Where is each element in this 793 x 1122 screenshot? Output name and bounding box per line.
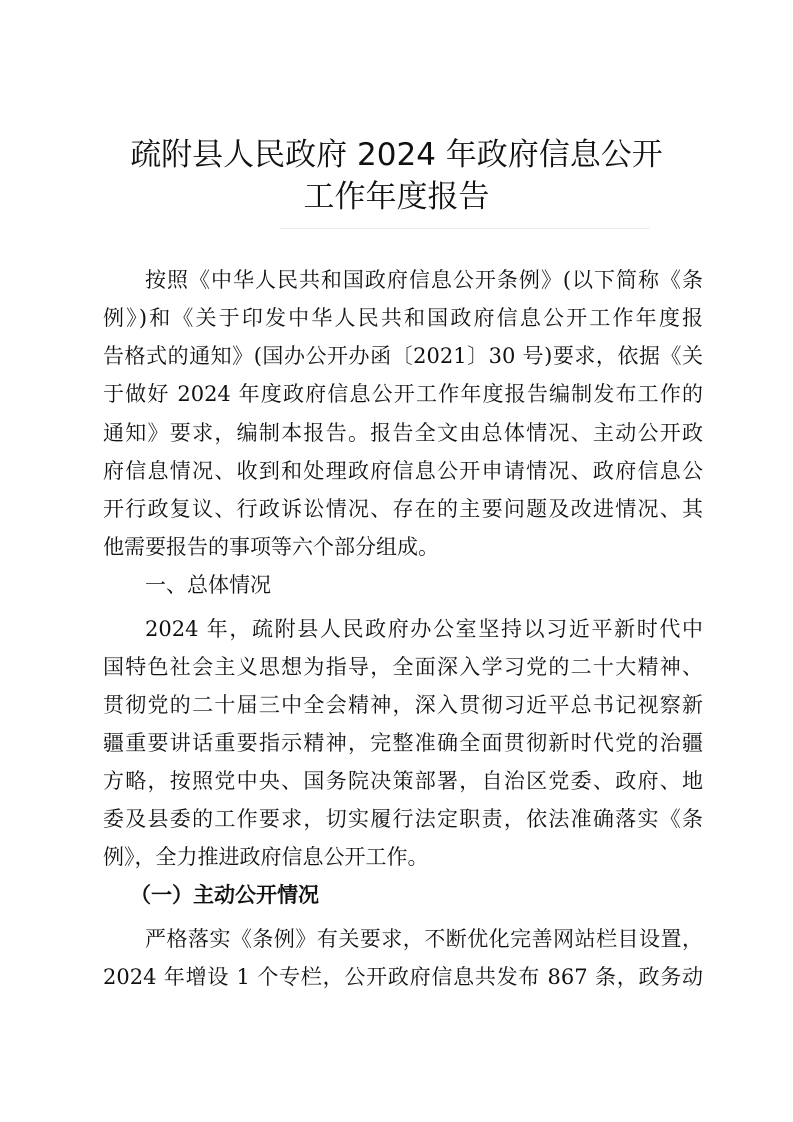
paragraph-line: 例》)和《关于印发中华人民共和国政府信息公开工作年度报 bbox=[103, 306, 703, 330]
title-line-1: 疏附县人民政府 2024 年政府信息公开 bbox=[130, 137, 663, 173]
paragraph-line: 方略，按照党中央、国务院决策部署，自治区党委、政府、地 bbox=[103, 769, 703, 793]
section-heading: 一、总体情况 bbox=[145, 573, 271, 597]
paragraph-line: 贯彻党的二十届三中全会精神，深入贯彻习近平总书记视察新 bbox=[103, 693, 703, 717]
paragraph-line: 例》，全力推进政府信息公开工作。 bbox=[103, 845, 429, 869]
paragraph-line: 于做好 2024 年度政府信息公开工作年度报告编制发布工作的 bbox=[103, 382, 703, 406]
paragraph-line: 开行政复议、行政诉讼情况、存在的主要问题及改进情况、其 bbox=[103, 497, 703, 521]
page-title bbox=[0, 134, 793, 218]
paragraph-line: 2024 年，疏附县人民政府办公室坚持以习近平新时代中 bbox=[145, 617, 703, 641]
paragraph-line: 府信息情况、收到和处理政府信息公开申请情况、政府信息公 bbox=[103, 459, 703, 483]
paragraph-line: 他需要报告的事项等六个部分组成。 bbox=[103, 535, 439, 559]
paragraph-line: 国特色社会主义思想为指导，全面深入学习党的二十大精神、 bbox=[103, 655, 703, 679]
paragraph-line: 疆重要讲话重要指示精神，完整准确全面贯彻新时代党的治疆 bbox=[103, 731, 703, 755]
paragraph-line: 按照《中华人民共和国政府信息公开条例》(以下简称《条 bbox=[145, 268, 703, 292]
subsection-heading: （一）主动公开情况 bbox=[130, 883, 319, 907]
title-divider bbox=[280, 228, 650, 229]
paragraph-line: 委及县委的工作要求，切实履行法定职责，依法准确落实《条 bbox=[103, 807, 703, 831]
paragraph-line: 2024 年增设 1 个专栏，公开政府信息共发布 867 条，政务动 bbox=[103, 965, 703, 989]
title-line-2: 工作年度报告 bbox=[303, 179, 490, 215]
paragraph-line: 告格式的通知》(国办公开办函〔2021〕30 号)要求，依据《关 bbox=[103, 344, 703, 368]
paragraph-line: 通知》要求，编制本报告。报告全文由总体情况、主动公开政 bbox=[103, 421, 703, 445]
paragraph-line: 严格落实《条例》有关要求，不断优化完善网站栏目设置， bbox=[145, 927, 703, 951]
